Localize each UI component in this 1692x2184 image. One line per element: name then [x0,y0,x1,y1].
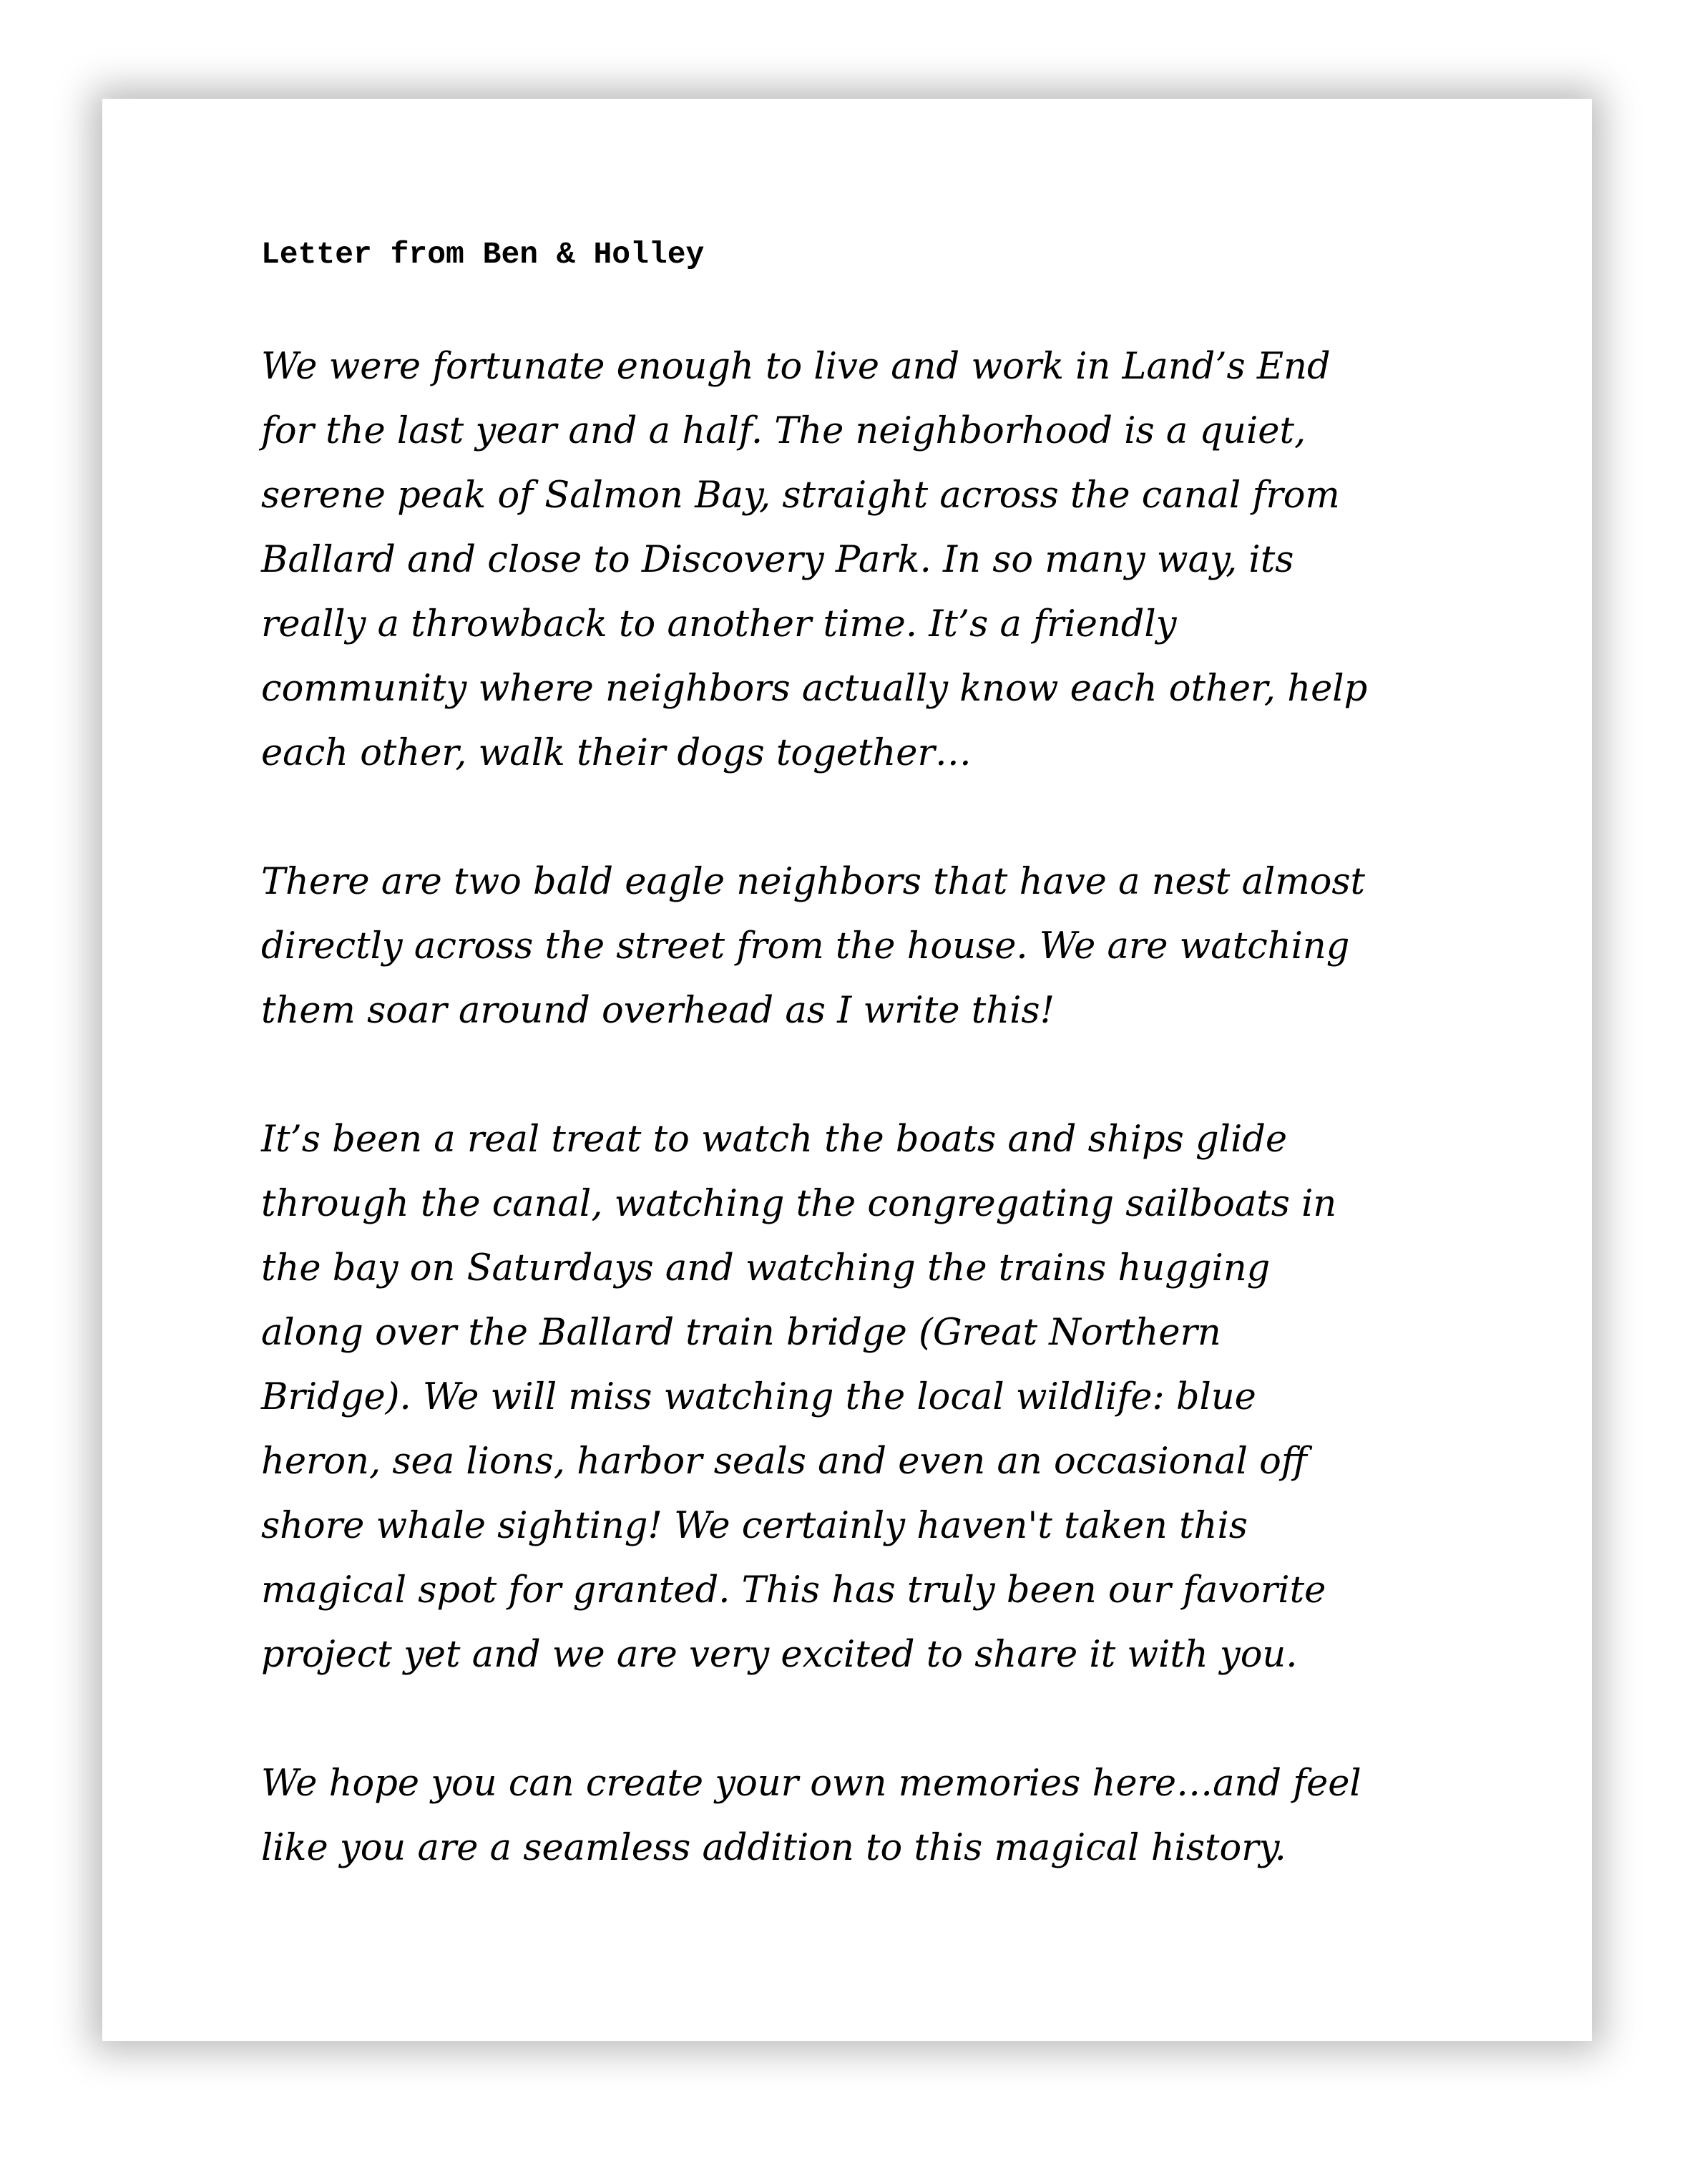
text-line: Ballard and close to Discovery Park. In so many way, its [261,539,1294,581]
paragraph-closing [261,1752,1477,1881]
text-line: It’s been a real treat to watch the boats and ships glide [261,1118,1288,1161]
paragraph-eagles [261,850,1477,1043]
paragraph-canal [261,1108,1477,1687]
text-line: like you are a seamless addition to this magical history. [261,1827,1286,1869]
text-line: magical spot for granted. This has truly been our favorite [261,1569,1326,1612]
text-line: the bay on Saturdays and watching the trains hugging [261,1247,1271,1290]
text-line: project yet and we are very excited to share it with you. [261,1634,1298,1676]
text-line: We hope you can create your own memories here…and feel [261,1763,1361,1805]
text-line: along over the Ballard train bridge (Great Northern [261,1312,1221,1354]
text-line: through the canal, watching the congregating sailboats in [261,1183,1337,1225]
text-line: them soar around overhead as I write this! [261,990,1055,1032]
text-line: really a throwback to another time. It’s a friendly [261,603,1177,645]
text-line: directly across the street from the house. We are watching [261,925,1350,967]
text-line: for the last year and a half. The neighborhood is a quiet, [261,410,1306,452]
text-line: heron, sea lions, harbor seals and even an occasional off [261,1440,1307,1483]
text-line: We were fortunate enough to live and work in Land’s End [261,346,1331,388]
text-line: serene peak of Salmon Bay, straight across the canal from [261,474,1340,517]
paragraph-intro [261,335,1477,786]
letter-title: Letter from Ben & Holley [261,237,705,272]
letter-sheet [102,99,1592,2041]
letter-body [261,335,1477,1945]
text-line: Bridge). We will miss watching the local wildlife: blue [261,1376,1256,1418]
text-line: each other, walk their dogs together… [261,732,972,774]
text-line: community where neighbors actually know each other, help [261,668,1368,710]
text-line: There are two bald eagle neighbors that have a nest almost [261,861,1366,903]
text-line: shore whale sighting! We certainly haven't taken this [261,1505,1248,1547]
